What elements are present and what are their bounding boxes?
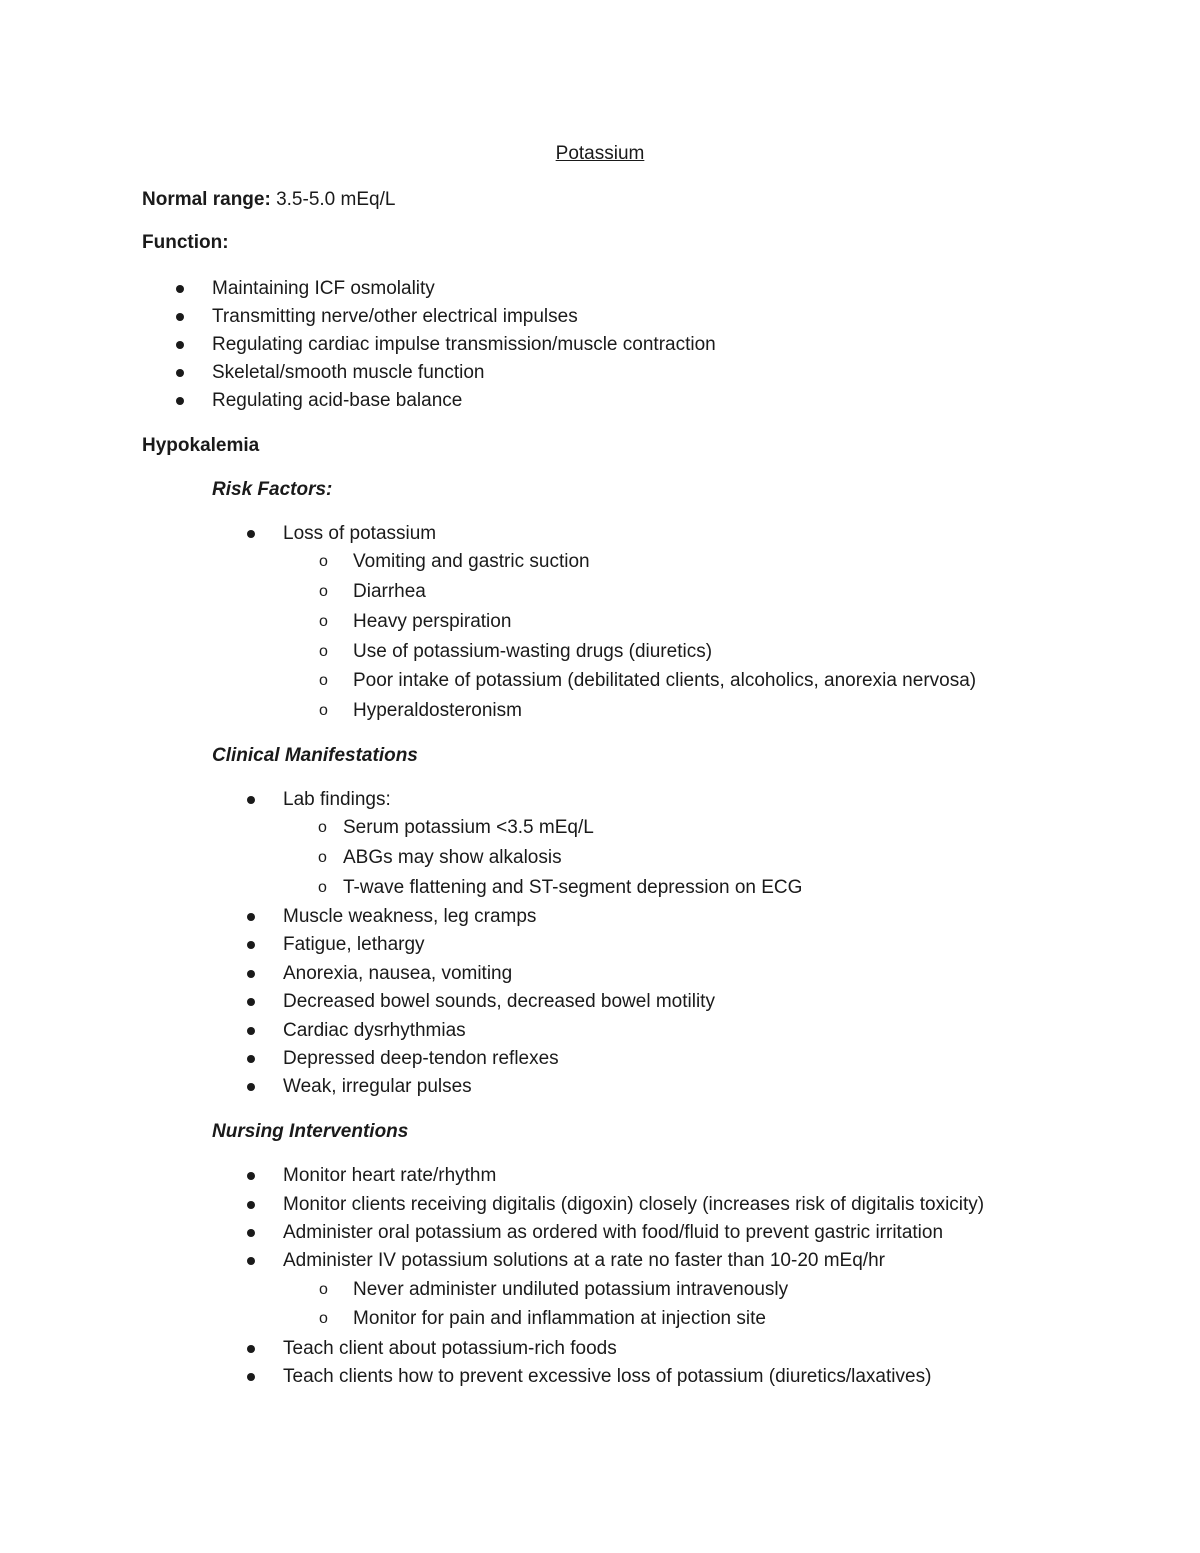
- circle-bullet-icon: o: [319, 613, 328, 630]
- list-item: Cardiac dysrhythmias: [283, 1019, 466, 1043]
- bullet-icon: [247, 913, 255, 921]
- bullet-icon: [247, 1083, 255, 1091]
- normal-range-label: Normal range:: [142, 189, 271, 210]
- sub-list-item: o Hyperaldosteronism: [319, 700, 522, 721]
- bullet-icon: [247, 941, 255, 949]
- list-item: Weak, irregular pulses: [283, 1075, 472, 1099]
- bullet-icon: [247, 1201, 255, 1209]
- list-item: Fatigue, lethargy: [283, 933, 425, 957]
- bullet-icon: [247, 1229, 255, 1237]
- list-item: Teach clients how to prevent excessive loss of potassium (diuretics/laxatives): [283, 1365, 931, 1389]
- circle-bullet-icon: o: [319, 1310, 328, 1327]
- bullet-icon: [247, 1172, 255, 1180]
- bullet-icon: [176, 369, 184, 377]
- sub-list-item: o Poor intake of potassium (debilitated clients, alcoholics, anorexia nervosa): [319, 670, 977, 691]
- bullet-icon: [247, 1257, 255, 1265]
- sub-list-item: o ABGs may show alkalosis: [318, 847, 562, 868]
- circle-bullet-icon: o: [319, 672, 328, 689]
- list-item: Loss of potassium: [283, 522, 436, 546]
- sub-list-item: o T-wave flattening and ST-segment depression on ECG: [318, 877, 803, 898]
- sub-list-item: o Monitor for pain and inflammation at injection site: [319, 1308, 766, 1329]
- list-item: Regulating cardiac impulse transmission/muscle contraction: [212, 333, 716, 357]
- list-item: Maintaining ICF osmolality: [212, 277, 435, 301]
- bullet-icon: [247, 796, 255, 804]
- bullet-icon: [176, 313, 184, 321]
- risk-factors-heading: Risk Factors:: [212, 479, 333, 500]
- circle-bullet-icon: o: [318, 849, 327, 866]
- list-item: Transmitting nerve/other electrical impulses: [212, 305, 578, 329]
- bullet-icon: [247, 970, 255, 978]
- list-item: Administer oral potassium as ordered with food/fluid to prevent gastric irritation: [283, 1221, 943, 1245]
- bullet-icon: [247, 530, 255, 538]
- sub-list-item: o Use of potassium-wasting drugs (diuretics): [319, 641, 713, 662]
- list-item: Teach client about potassium-rich foods: [283, 1337, 617, 1361]
- list-item: Skeletal/smooth muscle function: [212, 361, 484, 385]
- list-item: Depressed deep-tendon reflexes: [283, 1047, 559, 1071]
- circle-bullet-icon: o: [319, 643, 328, 660]
- bullet-icon: [176, 397, 184, 405]
- page-title: Potassium: [555, 143, 645, 164]
- list-item: Anorexia, nausea, vomiting: [283, 962, 512, 986]
- function-heading: Function:: [142, 232, 229, 253]
- circle-bullet-icon: o: [319, 1281, 328, 1298]
- circle-bullet-icon: o: [318, 879, 327, 896]
- list-item: Regulating acid-base balance: [212, 389, 462, 413]
- clinical-manifestations-heading: Clinical Manifestations: [212, 745, 418, 766]
- bullet-icon: [247, 1055, 255, 1063]
- bullet-icon: [247, 1027, 255, 1035]
- normal-range-line: [142, 188, 395, 212]
- bullet-icon: [247, 1373, 255, 1381]
- circle-bullet-icon: o: [319, 583, 328, 600]
- sub-list-item: o Diarrhea: [319, 581, 426, 602]
- circle-bullet-icon: o: [318, 819, 327, 836]
- list-item: Decreased bowel sounds, decreased bowel motility: [283, 990, 715, 1014]
- sub-list-item: o Serum potassium <3.5 mEq/L: [318, 817, 594, 838]
- sub-list-item: o Heavy perspiration: [319, 611, 512, 632]
- list-item: Lab findings:: [283, 788, 391, 812]
- list-item: Administer IV potassium solutions at a rate no faster than 10-20 mEq/hr: [283, 1249, 885, 1273]
- list-item: Monitor clients receiving digitalis (digoxin) closely (increases risk of digitalis toxicity): [283, 1193, 984, 1217]
- sub-list-item: o Vomiting and gastric suction: [319, 551, 590, 572]
- circle-bullet-icon: o: [319, 553, 328, 570]
- list-item: Monitor heart rate/rhythm: [283, 1164, 496, 1188]
- bullet-icon: [176, 285, 184, 293]
- sub-list-item: o Never administer undiluted potassium intravenously: [319, 1279, 789, 1300]
- nursing-interventions-heading: Nursing Interventions: [212, 1121, 409, 1142]
- list-item: Muscle weakness, leg cramps: [283, 905, 536, 929]
- circle-bullet-icon: o: [319, 702, 328, 719]
- normal-range-value: 3.5-5.0 mEq/L: [270, 189, 396, 210]
- bullet-icon: [247, 1345, 255, 1353]
- bullet-icon: [247, 998, 255, 1006]
- hypokalemia-heading: Hypokalemia: [142, 435, 260, 456]
- bullet-icon: [176, 341, 184, 349]
